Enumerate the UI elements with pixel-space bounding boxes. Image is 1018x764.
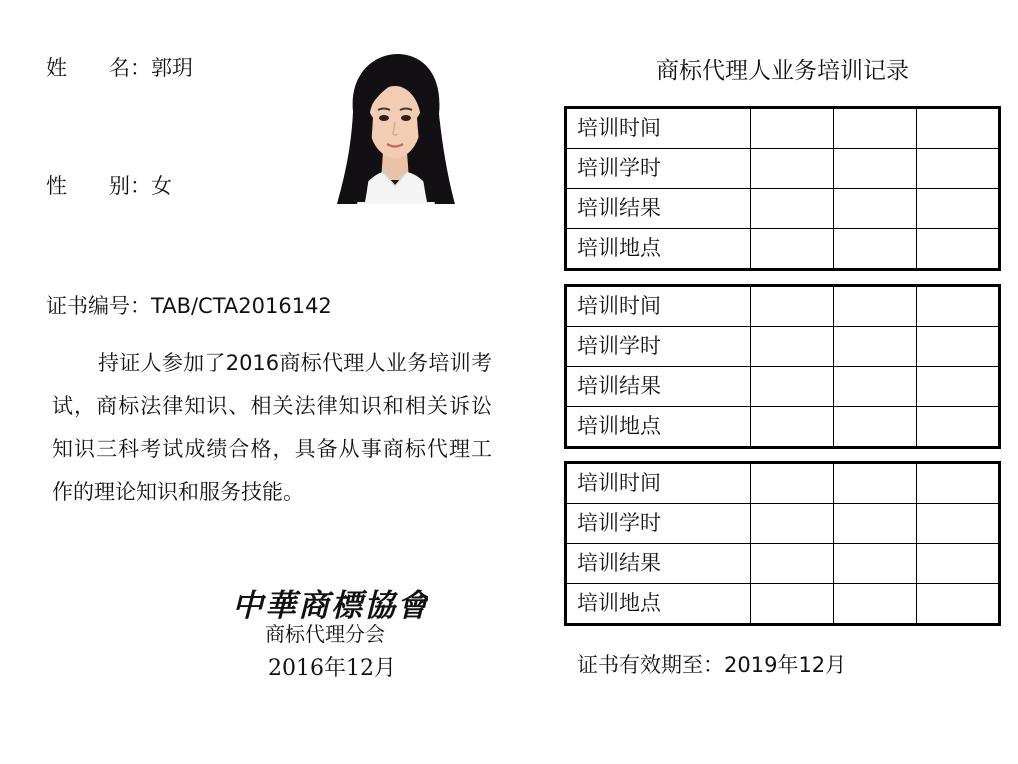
record-value-cell [916, 544, 999, 584]
certificate-number-field [46, 292, 332, 320]
record-value-cell [833, 367, 916, 407]
certificate-number-label: 证书编号： [46, 294, 151, 318]
name-field [46, 54, 193, 82]
gender-label: 性 别： [46, 174, 151, 198]
record-value-cell [750, 544, 833, 584]
portrait-icon [331, 52, 460, 204]
record-value-cell [750, 463, 833, 504]
training-record-table-1 [564, 106, 1001, 271]
record-row-label: 培训学时 [566, 327, 751, 367]
record-row-label: 培训结果 [566, 544, 751, 584]
record-row-label: 培训时间 [566, 108, 751, 149]
record-row [566, 229, 1000, 270]
record-row-label: 培训时间 [566, 463, 751, 504]
svg-text:中華商標協會: 中華商標協會 [232, 588, 428, 623]
record-value-cell [833, 149, 916, 189]
holder-photo [331, 52, 460, 204]
record-value-cell [750, 584, 833, 625]
record-value-cell [916, 584, 999, 625]
record-value-cell [833, 189, 916, 229]
training-records-title: 商标代理人业务培训记录 [656, 58, 909, 84]
record-value-cell [750, 286, 833, 327]
record-value-cell [916, 504, 999, 544]
record-value-cell [916, 286, 999, 327]
record-value-cell [916, 463, 999, 504]
record-row [566, 407, 1000, 448]
association-calligraphy-seal [232, 583, 428, 623]
training-record-table-3 [564, 461, 1001, 626]
record-value-cell [833, 544, 916, 584]
record-row [566, 108, 1000, 149]
record-row-label: 培训地点 [566, 229, 751, 270]
record-row-label: 培训地点 [566, 407, 751, 448]
record-value-cell [750, 327, 833, 367]
name-label: 姓 名： [46, 56, 151, 80]
training-record-table-2 [564, 284, 1001, 449]
record-value-cell [833, 463, 916, 504]
record-value-cell [833, 108, 916, 149]
record-value-cell [833, 504, 916, 544]
record-value-cell [833, 229, 916, 270]
record-row-label: 培训学时 [566, 149, 751, 189]
certificate-number-value: TAB/CTA2016142 [151, 294, 332, 318]
record-row-label: 培训结果 [566, 189, 751, 229]
validity-label: 证书有效期至： [577, 653, 724, 677]
record-value-cell [916, 149, 999, 189]
record-row [566, 584, 1000, 625]
record-value-cell [916, 367, 999, 407]
record-row [566, 286, 1000, 327]
record-row [566, 544, 1000, 584]
record-value-cell [916, 407, 999, 448]
record-row-label: 培训结果 [566, 367, 751, 407]
record-row [566, 504, 1000, 544]
gender-field [46, 172, 172, 200]
record-value-cell [750, 229, 833, 270]
record-value-cell [750, 189, 833, 229]
record-value-cell [916, 108, 999, 149]
record-row-label: 培训时间 [566, 286, 751, 327]
record-value-cell [833, 584, 916, 625]
record-value-cell [916, 327, 999, 367]
gender-value: 女 [151, 174, 172, 198]
record-row-label: 培训学时 [566, 504, 751, 544]
record-value-cell [833, 286, 916, 327]
name-value: 郭玥 [151, 56, 193, 80]
record-value-cell [750, 367, 833, 407]
record-row-label: 培训地点 [566, 584, 751, 625]
record-value-cell [750, 504, 833, 544]
qualification-statement: 持证人参加了2016商标代理人业务培训考试，商标法律知识、相关法律知识和相关诉讼知识三科考试成绩合格，具备从事商标代理工作的理论知识和服务技能。 [52, 351, 492, 504]
record-value-cell [750, 108, 833, 149]
record-value-cell [750, 407, 833, 448]
calligraphy-logo-icon [232, 583, 428, 623]
validity-value: 2019年12月 [724, 653, 847, 677]
record-value-cell [916, 229, 999, 270]
record-value-cell [750, 149, 833, 189]
record-value-cell [833, 407, 916, 448]
record-value-cell [916, 189, 999, 229]
record-row [566, 327, 1000, 367]
record-row [566, 463, 1000, 504]
issue-date: 2016年12月 [268, 656, 396, 681]
validity-field [577, 651, 846, 679]
issuer-branch: 商标代理分会 [265, 622, 385, 646]
record-row [566, 189, 1000, 229]
record-row [566, 367, 1000, 407]
record-value-cell [833, 327, 916, 367]
record-row [566, 149, 1000, 189]
